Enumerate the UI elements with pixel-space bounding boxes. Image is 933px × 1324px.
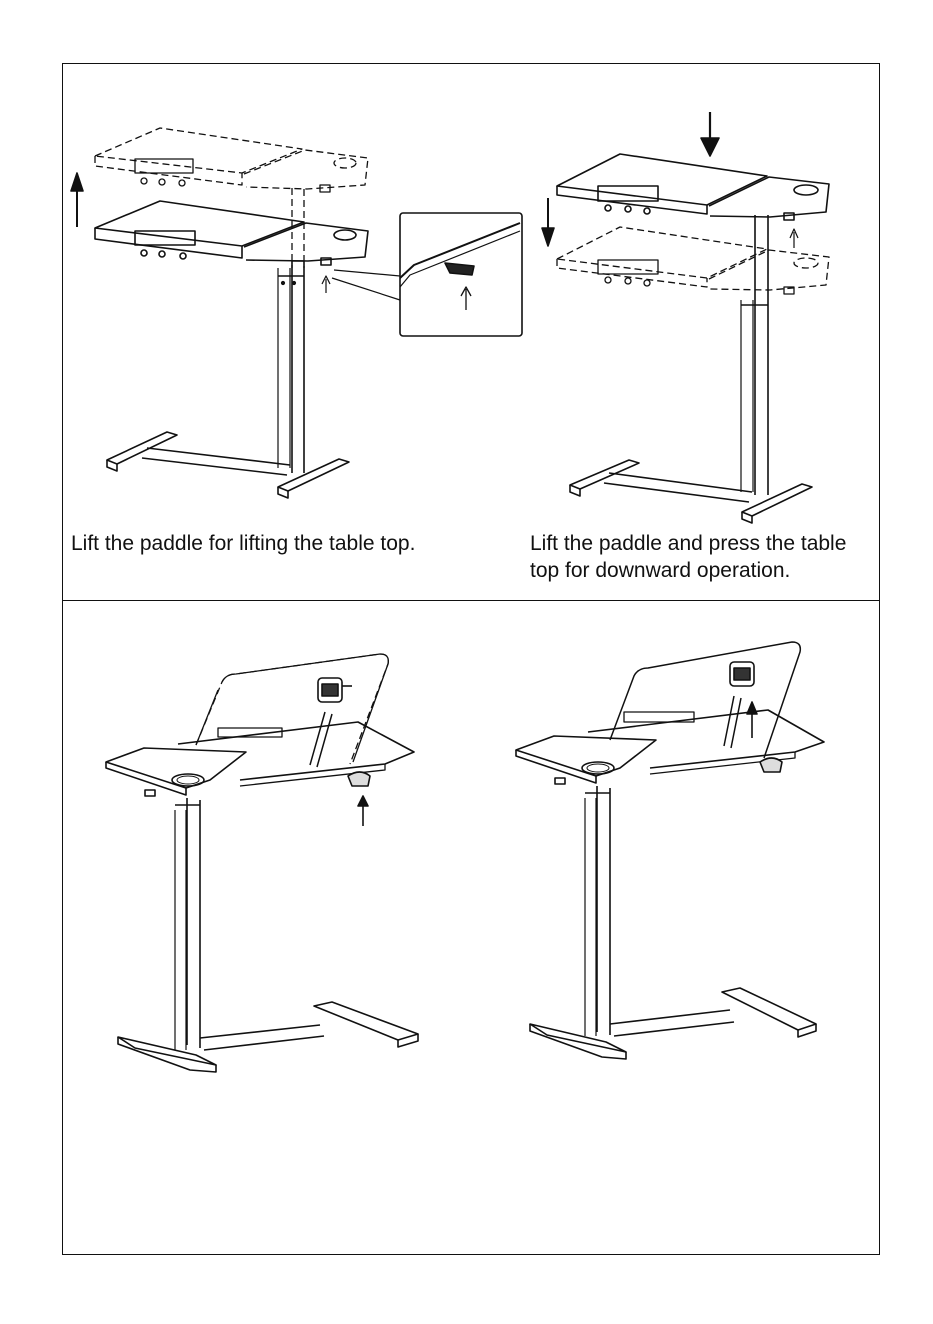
- tilt-paddle-illustration: [100, 640, 430, 1085]
- table-base: [570, 460, 812, 523]
- lower-table-illustration: [532, 100, 872, 525]
- table-top: [516, 710, 824, 784]
- paddle-arrow-icon: [322, 276, 330, 293]
- ghost-table-top: [95, 128, 368, 268]
- section-divider: [62, 600, 880, 601]
- table-column: [741, 215, 768, 495]
- table-base: [107, 432, 349, 498]
- ghost-table-top: [557, 227, 829, 290]
- caption-lower-table-top: Lift the paddle and press the table top for downward operation.: [530, 532, 847, 582]
- table-column: [278, 261, 304, 473]
- down-arrow-icon: [542, 198, 554, 246]
- gas-spring: [724, 662, 754, 748]
- table-column: [585, 786, 610, 1036]
- tilted-top-edge: [610, 642, 800, 758]
- press-arrow-icon: [701, 112, 719, 156]
- ghost-tilted-top: [196, 654, 388, 764]
- caption-lift-table-top: Lift the paddle for lifting the table top.: [71, 532, 416, 555]
- paddle-arrow-icon: [790, 229, 798, 248]
- table-top: [106, 722, 414, 796]
- tilted-top-edge: [222, 654, 388, 762]
- paddle-callout: [332, 213, 522, 336]
- table-base: [530, 988, 816, 1059]
- tilt-arrow-icon: [747, 702, 757, 738]
- raise-table-illustration: [62, 63, 532, 528]
- up-arrow-icon: [71, 173, 83, 227]
- tilt-up-illustration: [510, 632, 840, 1072]
- gas-spring: [310, 678, 352, 767]
- table-top: [557, 154, 829, 220]
- table-top: [95, 201, 368, 265]
- paddle-arrow-icon: [358, 796, 368, 826]
- table-column: [175, 798, 200, 1050]
- table-base: [118, 1002, 418, 1072]
